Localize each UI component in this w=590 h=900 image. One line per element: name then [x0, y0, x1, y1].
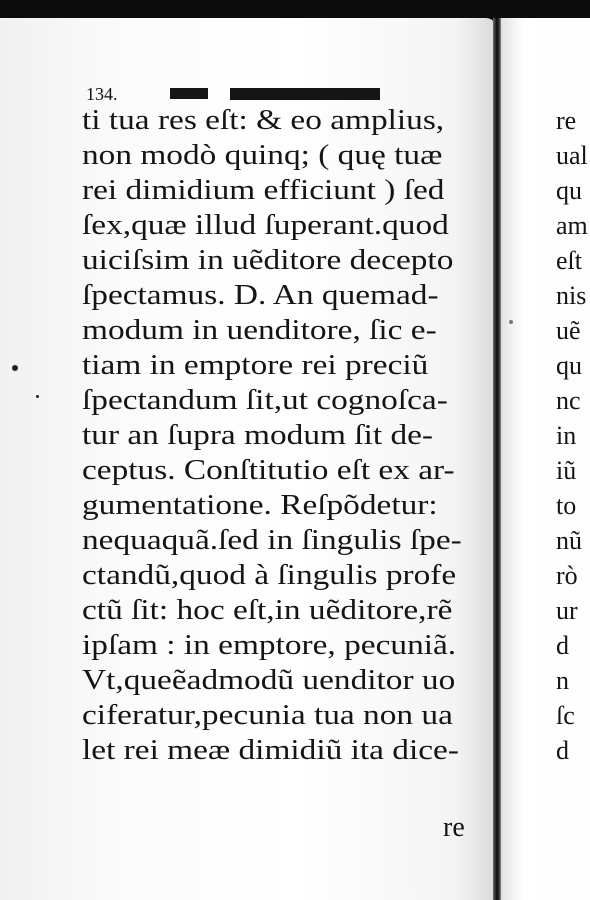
right-page-line-fragment: qu: [556, 176, 582, 205]
text-line: uiciſsim in uẽditore decepto: [82, 244, 454, 276]
right-page-line-fragment: qu: [556, 351, 582, 380]
catchword: re: [443, 812, 465, 843]
right-page-line-fragment: iũ: [556, 456, 577, 485]
right-page-line-fragment: nũ: [556, 526, 582, 555]
text-line: ctandũ,quod à ſingulis profe: [82, 559, 457, 591]
ink-speck: [36, 395, 39, 398]
text-line: nequaquã.ſed in ſingulis ſpe-: [82, 524, 462, 556]
right-page-line-fragment: am: [556, 211, 588, 240]
right-page-line-fragment: d: [556, 631, 569, 660]
text-line: ſex,quæ illud ſuperant.quod: [82, 209, 449, 241]
text-line: ſpectandum ſit,ut cognoſca-: [82, 384, 448, 416]
right-page-line-fragment: ur: [556, 596, 578, 625]
text-line: ſpectamus. D. An quemad-: [82, 279, 439, 311]
body-text: [82, 103, 474, 768]
right-page-line-fragment: to: [556, 491, 577, 520]
right-page-line-fragment: ſc: [556, 701, 575, 730]
right-page-line-fragment: nc: [556, 386, 581, 415]
right-page-line-fragment: rò: [556, 561, 578, 590]
right-page-line-fragment: n: [556, 666, 569, 695]
text-line: rei dimidium efficiunt ) ſed: [82, 174, 445, 206]
right-page-text: [556, 103, 588, 768]
right-page-line-fragment: nis: [556, 281, 587, 310]
text-line: tiam in emptore rei preciũ: [82, 349, 429, 381]
text-line: gumentatione. Reſpõdetur:: [82, 489, 438, 521]
text-line: ciferatur,pecunia tua non ua: [82, 699, 453, 731]
ink-blot: [170, 88, 208, 99]
text-line: ctũ ſit: hoc eſt,in uẽditore,rẽ: [82, 594, 453, 626]
text-line: Vt,queẽadmodũ uenditor uo: [82, 664, 456, 696]
text-line: ceptus. Conſtitutio eſt ex ar-: [82, 454, 455, 486]
right-page-line-fragment: in: [556, 421, 577, 450]
text-line: ti tua res eſt: & eo amplius,: [82, 104, 445, 136]
text-line: tur an ſupra modum ſit de-: [82, 419, 434, 451]
right-page-line-fragment: eſt: [556, 246, 582, 275]
text-line: non modò quinq; ( quę tuæ: [82, 139, 443, 171]
text-line: modum in uenditore, ſic e-: [82, 314, 437, 346]
running-head-blotted: [170, 84, 385, 102]
page-number: 134.: [86, 84, 118, 104]
right-page-line-fragment: ual: [556, 141, 588, 170]
text-line: ipſam : in emptore, pecuniã.: [82, 629, 457, 661]
ink-speck: [509, 320, 513, 324]
right-page-line-fragment: uẽ: [556, 316, 581, 345]
ink-speck: [12, 365, 18, 371]
right-page-line-fragment: d: [556, 736, 569, 765]
right-page-line-fragment: re: [556, 106, 577, 135]
ink-blot: [230, 88, 380, 100]
text-line: let rei meæ dimidiũ ita dice-: [82, 734, 459, 766]
